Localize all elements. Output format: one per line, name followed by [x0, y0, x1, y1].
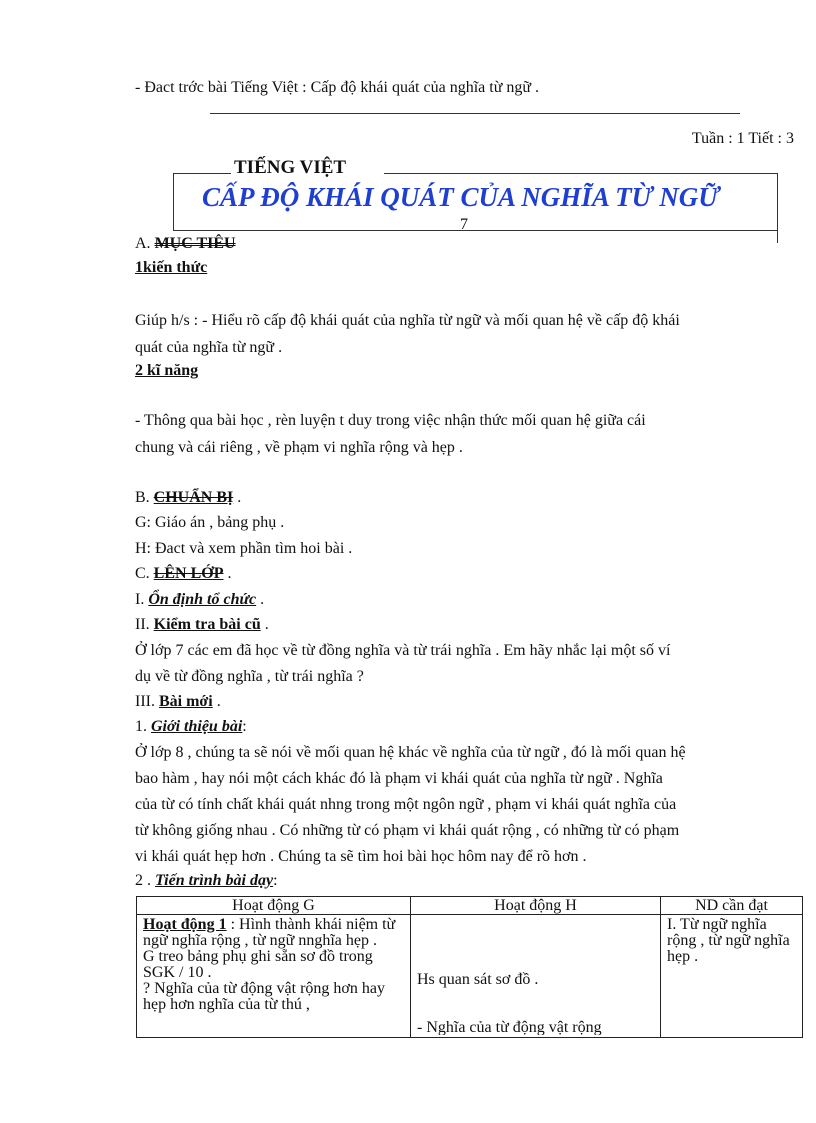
content-text: I. Từ ngữ nghĩa rộng , từ ngữ nghĩa hẹp .	[667, 917, 790, 965]
knowledge-line-2: quát của nghĩa từ ngữ .	[135, 339, 283, 356]
student-line-2: - Nghĩa của từ động vật rộng	[417, 1019, 602, 1035]
activity-desc: : Hình thành khái niệm từ ngữ nghĩa rộng , từ ngữ nnghĩa hẹp .	[143, 917, 396, 949]
week-period: Tuần : 1 Tiết : 3	[691, 130, 794, 147]
process-title: Tiến trình bài dạy	[155, 872, 274, 889]
title-box-left	[173, 173, 174, 230]
process-heading: 2 . Tiến trình bài dạy:	[135, 872, 278, 889]
table-row	[137, 915, 803, 1038]
student-cell	[411, 915, 661, 1038]
title-box-top-left	[173, 173, 231, 174]
section-b-title: CHUẨN BỊ	[153, 489, 234, 506]
review-line-2: dụ về từ đồng nghĩa , từ trái nghĩa ?	[135, 668, 364, 685]
section-a-heading: A. MỤC TIÊU	[135, 235, 236, 252]
content-cell	[661, 915, 803, 1038]
section-c-heading: C. LÊN LỚP .	[135, 565, 232, 582]
subject-label: TIẾNG VIỆT	[234, 157, 347, 178]
teacher-line-1: G treo bảng phụ ghi sẵn sơ đồ trong SGK / 10 .	[143, 948, 373, 981]
step-2-heading: II. Kiểm tra bài cũ .	[135, 616, 269, 633]
intro-line-1: Ở lớp 8 , chúng ta sẽ nói về mối quan hệ khác về nghĩa của từ ngữ , đó là mối quan hệ	[135, 744, 686, 761]
title-box-right	[777, 173, 778, 243]
knowledge-heading: 1kiến thức	[135, 259, 208, 276]
lesson-title: CẤP ĐỘ KHÁI QUÁT CỦA NGHĨA TỪ NGỮ	[202, 182, 720, 212]
intro-line-3: của từ có tính chất khái quát nhng trong một ngôn ngữ , phạm vi khái quát nghĩa của	[135, 796, 677, 813]
review-line-1: Ở lớp 7 các em đã học về từ đồng nghĩa và từ trái nghĩa . Em hãy nhắc lại một số ví	[135, 642, 671, 659]
skills-line-2: chung và cái riêng , về phạm vi nghĩa rộng và hẹp .	[135, 439, 463, 456]
intro-heading: 1. Giới thiệu bài:	[135, 718, 247, 735]
skills-line-1: - Thông qua bài học , rèn luyện t duy trong việc nhận thức mối quan hệ giữa cái	[135, 412, 646, 429]
title-box-bottom	[173, 230, 778, 231]
activity-label: Hoạt động 1	[143, 917, 227, 933]
top-divider	[210, 113, 740, 114]
top-note: - Đact trớc bài Tiếng Việt : Cấp độ khái quát của nghĩa từ ngữ .	[135, 79, 540, 96]
step-3-title: Bài mới	[158, 693, 213, 710]
title-number: 7	[460, 216, 468, 233]
table-header-row	[137, 897, 803, 915]
prep-teacher: G: Giáo án , bảng phụ .	[135, 514, 285, 531]
step-1-title: Ổn định tổ chức	[148, 591, 257, 608]
teacher-line-2: ? Nghĩa của từ động vật rộng hơn hay hẹp hơn nghĩa của từ thú ,	[143, 980, 385, 1013]
intro-line-5: vi khái quát hẹp hơn . Chúng ta sẽ tìm hoi bài học hôm nay để rõ hơn .	[135, 848, 587, 865]
section-a-title: MỤC TIÊU	[154, 235, 236, 252]
header-content: ND cần đạt	[661, 897, 803, 915]
section-b-heading: B. CHUẨN BỊ .	[135, 489, 242, 506]
step-2-title: Kiểm tra bài cũ	[153, 616, 261, 633]
step-1-heading: I. Ổn định tổ chức .	[135, 591, 265, 608]
student-line-1: Hs quan sát sơ đồ .	[417, 971, 539, 988]
intro-line-2: bao hàm , hay nói một cách khác đó là phạm vi khái quát của nghĩa từ ngữ . Nghĩa	[135, 770, 663, 787]
prep-student: H: Đact và xem phần tìm hoi bài .	[135, 540, 353, 557]
skills-heading: 2 kĩ năng	[135, 362, 199, 379]
knowledge-line-1: Giúp h/s : - Hiểu rõ cấp độ khái quát của nghĩa từ ngữ và mối quan hệ về cấp độ khái	[135, 312, 680, 329]
step-3-heading: III. Bài mới .	[135, 693, 221, 710]
header-teacher: Hoạt động G	[137, 897, 411, 915]
section-c-title: LÊN LỚP	[153, 565, 224, 582]
title-box-top-right	[384, 173, 778, 174]
intro-title: Giới thiệu bài	[151, 718, 243, 735]
teacher-cell	[137, 915, 411, 1038]
header-student: Hoạt động H	[411, 897, 661, 915]
lesson-plan-table	[136, 896, 803, 1038]
intro-line-4: từ không giống nhau . Có những từ có phạm vi khái quát rộng , có những từ có phạm	[135, 822, 680, 839]
